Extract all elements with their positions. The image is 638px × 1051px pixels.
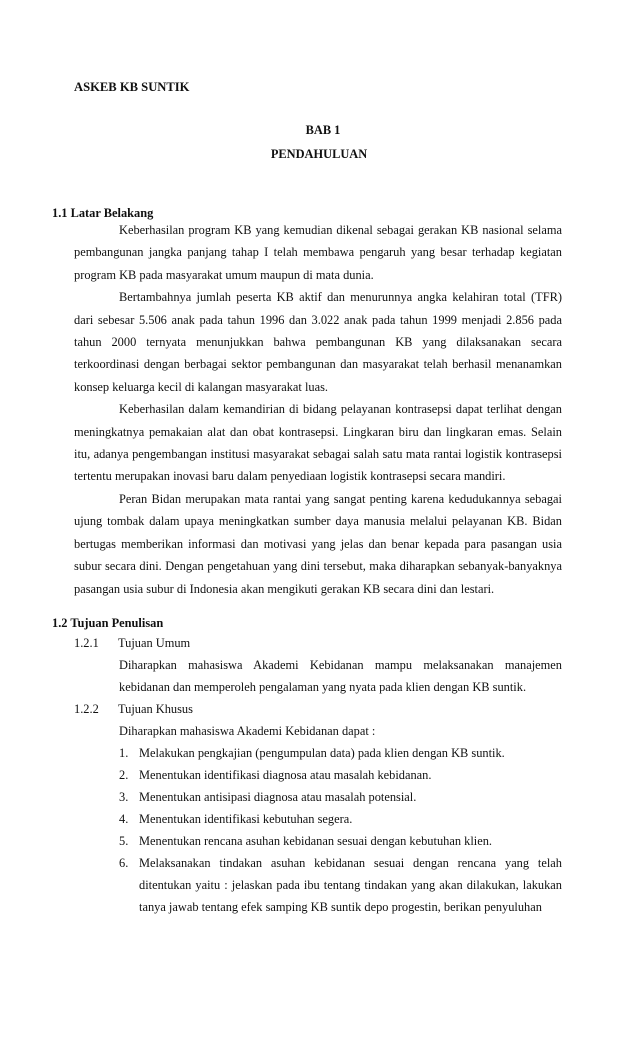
paragraph-4: Peran Bidan merupakan mata rantai yang sangat penting karena kedudukannya sebagai ujung tombak dalam upaya meningkatkan sumber daya manusia melalui pelayanan KB. Bidan bertugas memberikan informasi dan motivasi yang jelas dan benar kepada para pasangan usia subur secara dini. Dengan pengetahuan yang dini tersebut, maka diharapkan sebanyak-banyaknya pasangan usia subur di Indonesia akan mengikuti gerakan KB secara dini dan lestari. [74, 491, 562, 596]
list-item-number: 2. [119, 768, 129, 782]
section-heading-latar-belakang: 1.1 Latar Belakang [52, 206, 154, 220]
list-item [119, 742, 562, 764]
subsection-text: Diharapkan mahasiswa Akademi Kebidanan mampu melaksanakan manajemen kebidanan dan memperoleh pengalaman yang nyata pada klien dengan KB suntik. [119, 658, 562, 694]
list-item-text: Menentukan identifikasi kebutuhan segera. [139, 812, 353, 826]
list-item-number: 4. [119, 812, 129, 826]
subsection-intro: Diharapkan mahasiswa Akademi Kebidanan dapat : [119, 724, 376, 738]
document-title: ASKEB KB SUNTIK [74, 80, 190, 94]
section-body-latar-belakang [74, 219, 562, 600]
list-item-text: Melaksanakan tindakan asuhan kebidanan sesuai dengan rencana yang telah ditentukan yaitu : jelaskan pada ibu tentang tindakan yang akan dilakukan, lakukan tanya jawab tentang efek samping KB suntik depo progestin, berikan penyuluhan [139, 856, 562, 914]
subsection-heading [74, 632, 562, 654]
list-item [119, 852, 562, 918]
subsection-number: 1.2.2 [74, 702, 99, 716]
list-item-text: Melakukan pengkajian (pengumpulan data) pada klien dengan KB suntik. [139, 746, 505, 760]
list-item-number: 1. [119, 746, 129, 760]
list-item [119, 764, 562, 786]
section-heading-tujuan-penulisan: 1.2 Tujuan Penulisan [52, 616, 164, 630]
list-item [119, 808, 562, 830]
list-item [119, 786, 562, 808]
subsection-number: 1.2.1 [74, 636, 99, 650]
paragraph-3: Keberhasilan dalam kemandirian di bidang pelayanan kontrasepsi dapat terlihat dengan meningkatnya pemakaian alat dan obat kontrasepsi. Lingkaran biru dan lingkaran emas. Selain itu, adanya pengembangan institusi masyarakat sebagai salah satu mata rantai logistik kontrasepsi tertentu merupakan inovasi baru dalam penyediaan logistik kontrasepsi secara mandiri. [74, 402, 562, 484]
list-item-number: 5. [119, 834, 129, 848]
objectives-list [119, 742, 562, 918]
subsection-title: Tujuan Umum [118, 636, 191, 650]
subsection-heading [74, 698, 562, 720]
chapter-number: BAB 1 [305, 123, 341, 137]
list-item-text: Menentukan antisipasi diagnosa atau masalah potensial. [139, 790, 417, 804]
list-item-text: Menentukan identifikasi diagnosa atau masalah kebidanan. [139, 768, 432, 782]
list-item [119, 830, 562, 852]
subsection-title: Tujuan Khusus [118, 702, 193, 716]
paragraph-1: Keberhasilan program KB yang kemudian dikenal sebagai gerakan KB nasional selama pembangunan jangka panjang tahap I telah membawa pengaruh yang besar terhadap kegiatan program KB pada masyarakat umum maupun di mata dunia. [74, 223, 562, 282]
chapter-title: PENDAHULUAN [270, 147, 368, 161]
list-item-number: 3. [119, 790, 129, 804]
paragraph-2: Bertambahnya jumlah peserta KB aktif dan menurunnya angka kelahiran total (TFR) dari sebesar 5.506 anak pada tahun 1996 dan 3.022 anak pada tahun 1999 menjadi 2.856 pada tahun 2000 ternyata menunjukkan bahwa pembangunan KB yang dilaksanakan secara terkoordinasi dengan berbagai sektor pembangunan dan masyarakat telah berhasil menanamkan konsep keluarga kecil di kalangan masyarakat luas. [74, 290, 562, 394]
list-item-text: Menentukan rencana asuhan kebidanan sesuai dengan kebutuhan klien. [139, 834, 493, 848]
subsection-tujuan-khusus [74, 698, 562, 918]
subsection-tujuan-umum [74, 632, 562, 698]
list-item-number: 6. [119, 856, 129, 870]
